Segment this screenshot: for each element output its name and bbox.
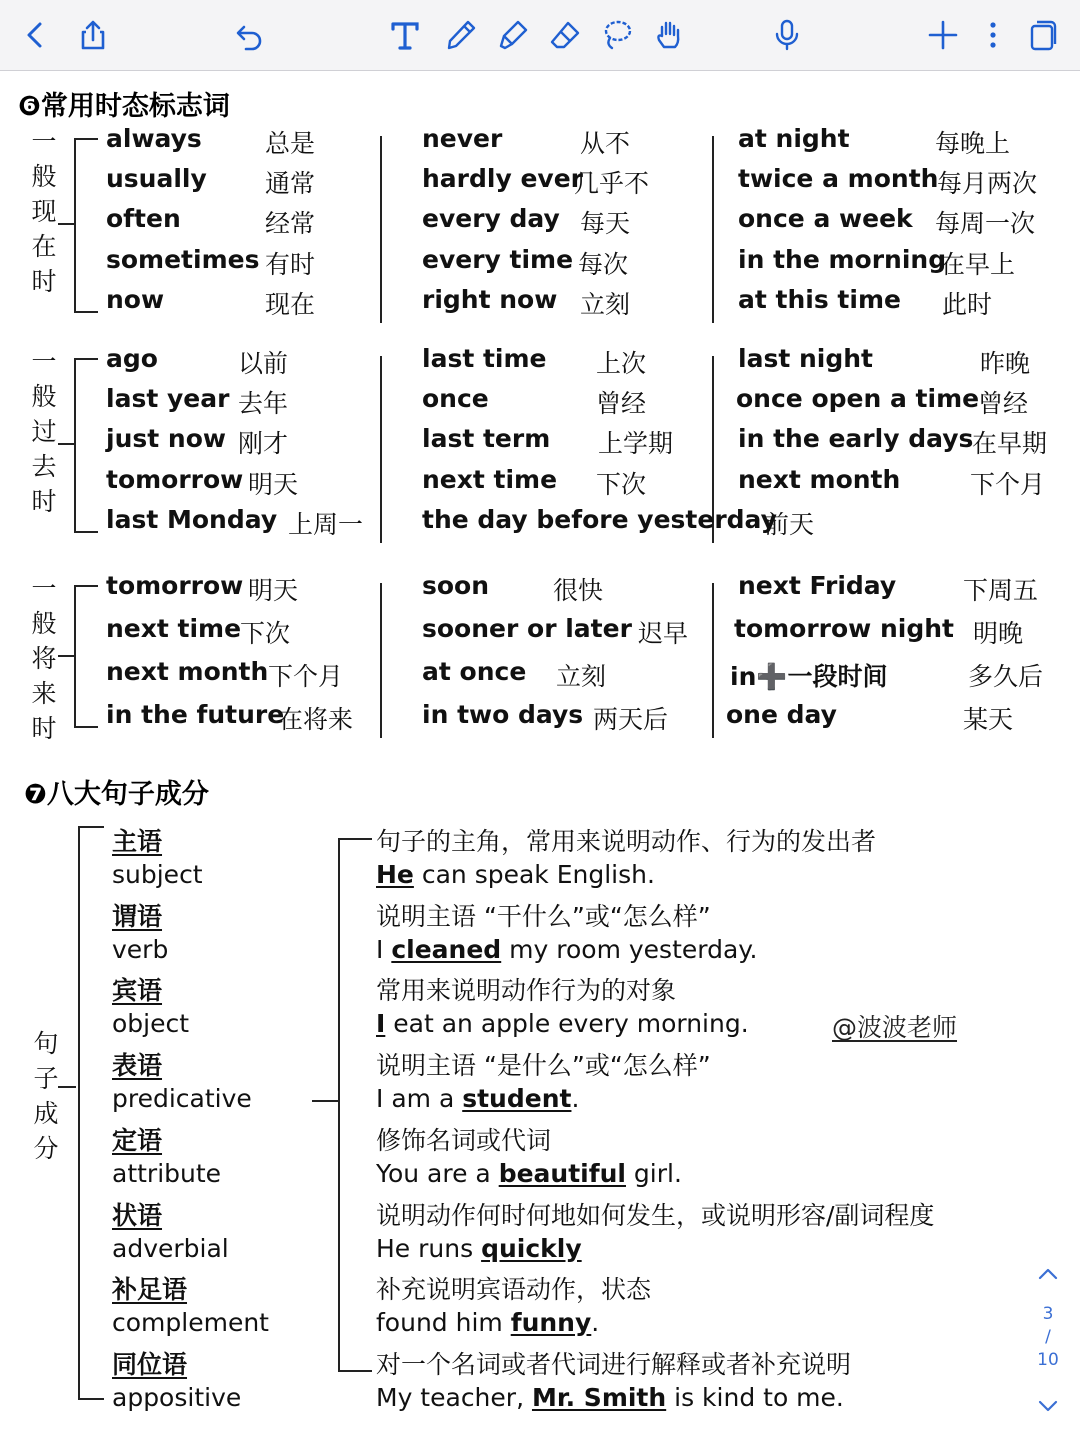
tense-meaning: 下周五 bbox=[963, 576, 1039, 605]
tense-keyword: tomorrow bbox=[106, 464, 244, 494]
right-bracket-top bbox=[338, 838, 372, 840]
tense-meaning: 每次 bbox=[578, 249, 629, 279]
tense-group-connector bbox=[58, 223, 74, 225]
tense-meaning: 现在 bbox=[265, 289, 316, 319]
tense-meaning: 从不 bbox=[580, 129, 631, 158]
example-highlight: Mr. Smith bbox=[531, 1382, 667, 1412]
page-up-icon[interactable] bbox=[1030, 1258, 1066, 1288]
component-example bbox=[376, 935, 757, 964]
tense-meaning: 昨晚 bbox=[980, 349, 1031, 378]
component-example bbox=[376, 1234, 582, 1263]
component-name-cn: 主语 bbox=[112, 827, 163, 856]
example-after: eat an apple every morning. bbox=[385, 1009, 749, 1039]
back-icon[interactable] bbox=[14, 14, 56, 56]
example-before: I bbox=[376, 934, 392, 964]
component-name-cn: 宾语 bbox=[112, 976, 163, 1006]
tense-meaning: 立刻 bbox=[556, 662, 607, 691]
tense-keyword: in the future bbox=[106, 700, 285, 729]
tense-keyword: in the morning bbox=[738, 244, 947, 274]
tense-group-label: 一般将来时 bbox=[28, 575, 57, 750]
tense-keyword: usually bbox=[106, 164, 207, 194]
tense-meaning: 刚才 bbox=[238, 429, 289, 459]
tense-meaning: 几乎不 bbox=[574, 169, 650, 199]
component-example bbox=[376, 1084, 579, 1113]
tense-keyword: every time bbox=[422, 244, 574, 274]
tense-meaning: 以前 bbox=[238, 349, 289, 378]
author-credit: @波波老师 bbox=[832, 1013, 958, 1042]
highlighter-icon[interactable] bbox=[492, 14, 534, 56]
pages-icon[interactable] bbox=[1022, 14, 1064, 56]
tense-keyword: in the early days bbox=[738, 424, 974, 454]
example-highlight: He bbox=[376, 860, 414, 889]
tense-keyword: last time bbox=[422, 344, 547, 373]
column-separator bbox=[712, 136, 714, 323]
tense-keyword: now bbox=[106, 284, 165, 314]
component-description: 说明主语 “是什么”或“怎么样” bbox=[376, 1051, 711, 1081]
tense-keyword: right now bbox=[422, 284, 558, 314]
column-separator bbox=[380, 356, 382, 543]
tense-group-bracket bbox=[74, 358, 98, 533]
undo-icon[interactable] bbox=[228, 14, 270, 56]
tense-group-label: 一般现在时 bbox=[28, 128, 57, 303]
tense-keyword: last Monday bbox=[106, 504, 278, 534]
tense-keyword: soon bbox=[422, 571, 490, 600]
page-separator: / bbox=[1045, 1327, 1051, 1347]
example-highlight: cleaned bbox=[391, 934, 502, 964]
example-before: He runs bbox=[376, 1233, 482, 1263]
tense-keyword: next time bbox=[422, 464, 558, 494]
tense-meaning: 明天 bbox=[248, 576, 299, 605]
more-icon[interactable] bbox=[972, 14, 1014, 56]
tense-keyword: one day bbox=[726, 700, 837, 729]
tense-keyword: in➕一段时间 bbox=[730, 662, 888, 691]
tense-meaning: 下个月 bbox=[970, 469, 1046, 499]
tense-meaning: 有时 bbox=[265, 249, 316, 279]
tense-meaning: 迟早 bbox=[638, 619, 689, 648]
component-example bbox=[376, 1159, 682, 1188]
tense-meaning: 上学期 bbox=[598, 429, 674, 459]
tense-meaning: 下个月 bbox=[268, 662, 344, 691]
component-name-cn: 补足语 bbox=[112, 1275, 188, 1305]
page-current: 3 bbox=[1042, 1304, 1054, 1324]
tense-meaning: 前天 bbox=[764, 509, 815, 539]
tense-keyword: tomorrow bbox=[106, 571, 244, 600]
component-description: 修饰名词或代词 bbox=[376, 1125, 552, 1155]
example-highlight: student bbox=[462, 1084, 572, 1114]
tense-keyword: once a week bbox=[738, 204, 913, 234]
column-separator bbox=[380, 583, 382, 738]
tense-keyword: next Friday bbox=[738, 571, 897, 600]
component-name-en: predicative bbox=[112, 1084, 252, 1114]
eraser-icon[interactable] bbox=[544, 14, 586, 56]
tense-meaning: 此时 bbox=[942, 289, 993, 319]
tense-meaning: 下次 bbox=[240, 619, 291, 648]
tense-meaning: 明天 bbox=[248, 469, 299, 499]
text-tool-icon[interactable] bbox=[384, 14, 426, 56]
pen-icon[interactable] bbox=[440, 14, 482, 56]
component-name-en: object bbox=[112, 1009, 190, 1039]
right-bracket bbox=[338, 838, 340, 1370]
tense-keyword: at this time bbox=[738, 284, 901, 314]
tense-meaning: 立刻 bbox=[580, 289, 631, 319]
component-name-cn: 同位语 bbox=[112, 1349, 188, 1379]
example-before: My teacher, bbox=[376, 1382, 532, 1412]
example-highlight: beautiful bbox=[498, 1158, 626, 1188]
tense-keyword: ago bbox=[106, 344, 158, 373]
tense-meaning: 某天 bbox=[963, 705, 1014, 734]
left-bracket-bottom bbox=[78, 1398, 104, 1400]
tense-meaning: 在早上 bbox=[940, 249, 1016, 279]
tense-meaning: 下次 bbox=[596, 469, 647, 499]
tense-meaning: 每天 bbox=[580, 209, 631, 239]
tense-group-label: 一般过去时 bbox=[28, 348, 57, 523]
share-icon[interactable] bbox=[72, 14, 114, 56]
component-example bbox=[376, 1009, 749, 1038]
tense-meaning: 上次 bbox=[596, 349, 647, 378]
example-highlight: funny bbox=[510, 1308, 592, 1338]
example-after: girl. bbox=[625, 1158, 682, 1188]
tense-group-connector bbox=[58, 655, 74, 657]
example-before: You are a bbox=[376, 1158, 499, 1188]
tense-keyword: just now bbox=[106, 424, 226, 454]
tense-meaning: 曾经 bbox=[596, 389, 647, 419]
component-name-cn: 定语 bbox=[112, 1125, 163, 1155]
component-name-cn: 状语 bbox=[112, 1200, 163, 1230]
tense-keyword: hardly ever bbox=[422, 164, 583, 194]
tense-keyword: every day bbox=[422, 204, 560, 234]
example-after: is kind to me. bbox=[666, 1382, 844, 1412]
page-down-icon[interactable] bbox=[1030, 1392, 1066, 1422]
tense-keyword: never bbox=[422, 124, 503, 153]
desc-connector bbox=[312, 1100, 338, 1102]
component-name-cn: 表语 bbox=[112, 1051, 163, 1081]
component-description: 常用来说明动作行为的对象 bbox=[376, 976, 677, 1006]
tense-keyword: at once bbox=[422, 657, 527, 686]
add-icon[interactable] bbox=[922, 14, 964, 56]
component-description: 补充说明宾语动作，状态 bbox=[376, 1275, 652, 1305]
example-before: found him bbox=[376, 1308, 511, 1338]
component-name-en: adverbial bbox=[112, 1233, 229, 1263]
tense-keyword: always bbox=[106, 124, 202, 153]
tense-keyword: last term bbox=[422, 424, 551, 454]
tense-keyword: sooner or later bbox=[422, 614, 632, 643]
tense-meaning: 去年 bbox=[238, 389, 289, 419]
left-bracket bbox=[78, 826, 80, 1400]
tense-meaning: 很快 bbox=[553, 576, 604, 605]
section7-title: ❼八大句子成分 bbox=[24, 779, 209, 810]
component-description: 说明主语 “干什么”或“怎么样” bbox=[376, 901, 711, 931]
tense-meaning: 通常 bbox=[265, 169, 316, 199]
component-name-en: appositive bbox=[112, 1382, 242, 1412]
tense-meaning: 每晚上 bbox=[935, 129, 1011, 158]
example-highlight: quickly bbox=[481, 1233, 582, 1263]
tense-keyword: often bbox=[106, 204, 181, 234]
tense-meaning: 两天后 bbox=[593, 705, 669, 734]
tense-keyword: at night bbox=[738, 124, 850, 153]
tense-meaning: 明晚 bbox=[973, 619, 1024, 648]
component-description: 句子的主角，常用来说明动作、行为的发出者 bbox=[376, 827, 877, 856]
tense-meaning: 在早期 bbox=[972, 429, 1048, 459]
tense-keyword: once open a time bbox=[736, 384, 980, 414]
hand-tool-icon[interactable] bbox=[648, 14, 690, 56]
tense-keyword: last year bbox=[106, 384, 230, 414]
right-bracket-bottom bbox=[338, 1370, 372, 1372]
tense-group-connector bbox=[58, 443, 74, 445]
component-name-en: complement bbox=[112, 1308, 269, 1338]
example-before: I am a bbox=[376, 1084, 463, 1114]
example-after: can speak English. bbox=[413, 860, 655, 889]
tense-keyword: last night bbox=[738, 344, 873, 373]
toolbar bbox=[0, 0, 1080, 71]
tense-group-bracket bbox=[74, 585, 98, 728]
tense-meaning: 总是 bbox=[265, 129, 316, 158]
tense-keyword: once bbox=[422, 384, 489, 414]
example-after: my room yesterday. bbox=[501, 934, 758, 964]
tense-keyword: tomorrow night bbox=[734, 614, 954, 643]
tense-meaning: 每周一次 bbox=[935, 209, 1036, 239]
tense-meaning: 上周一 bbox=[288, 509, 364, 539]
root-connector bbox=[58, 1086, 76, 1088]
tense-meaning: 曾经 bbox=[978, 389, 1029, 419]
column-separator bbox=[712, 583, 714, 738]
tense-keyword: in two days bbox=[422, 700, 584, 729]
left-bracket-top bbox=[78, 826, 104, 828]
lasso-icon[interactable] bbox=[596, 14, 638, 56]
component-example bbox=[376, 1308, 599, 1337]
page-total: 10 bbox=[1037, 1350, 1059, 1370]
tense-keyword: the day before yesterday bbox=[422, 504, 777, 534]
component-example bbox=[376, 1383, 844, 1412]
example-after: . bbox=[591, 1308, 600, 1338]
example-highlight: I bbox=[376, 1009, 386, 1039]
example-after: . bbox=[571, 1084, 580, 1114]
component-example bbox=[376, 860, 655, 889]
tense-meaning: 经常 bbox=[265, 209, 316, 239]
tense-keyword: next month bbox=[106, 657, 269, 686]
tense-keyword: next month bbox=[738, 464, 901, 494]
component-description: 对一个名词或者代词进行解释或者补充说明 bbox=[376, 1349, 852, 1379]
tense-keyword: twice a month bbox=[738, 164, 939, 194]
tense-keyword: next time bbox=[106, 614, 242, 643]
tense-group-bracket bbox=[74, 138, 98, 313]
section6-title: ❻常用时态标志词 bbox=[18, 91, 230, 122]
component-name-en: verb bbox=[112, 934, 169, 964]
component-name-en: subject bbox=[112, 860, 203, 889]
tense-keyword: sometimes bbox=[106, 244, 260, 274]
component-description: 说明动作何时何地如何发生，或说明形容/副词程度 bbox=[376, 1200, 935, 1230]
tense-meaning: 每月两次 bbox=[937, 169, 1038, 199]
component-name-en: attribute bbox=[112, 1158, 222, 1188]
sentence-components-label: 句子成分 bbox=[30, 1030, 59, 1170]
tense-meaning: 多久后 bbox=[968, 662, 1044, 691]
tense-meaning: 在将来 bbox=[278, 705, 354, 734]
microphone-icon[interactable] bbox=[766, 14, 808, 56]
column-separator bbox=[380, 136, 382, 323]
component-name-cn: 谓语 bbox=[112, 901, 163, 931]
